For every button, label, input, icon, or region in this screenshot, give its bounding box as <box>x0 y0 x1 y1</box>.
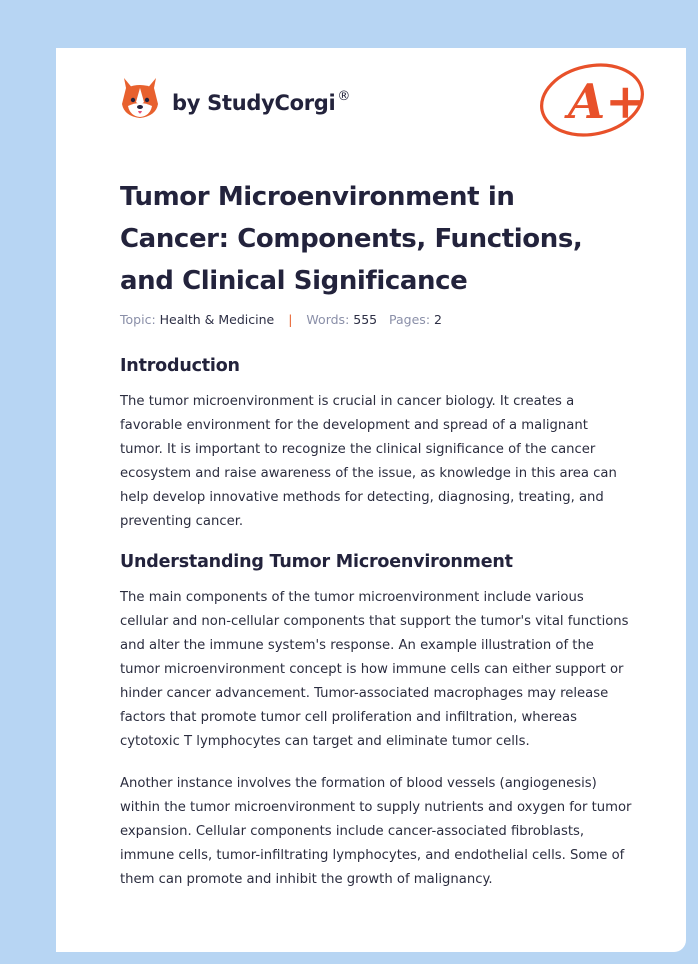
paragraph: The tumor microenvironment is crucial in cancer biology. It creates a favorable environment for the development and spread of a malignant tumor. It is important to recognize the clinical significance of the cancer ecosystem and raise awareness of the issue, as knowledge in this area can help develop innovative methods for detecting, diagnosing, treating, and preventing cancer. <box>120 394 617 529</box>
essay-body <box>120 354 632 892</box>
document-meta <box>120 312 442 327</box>
pages-count: 2 <box>434 312 442 327</box>
a-plus-grade-icon <box>538 60 648 140</box>
words-count: 555 <box>353 312 378 327</box>
topic-link[interactable]: Health & Medicine <box>159 312 275 327</box>
meta-separator: | <box>288 312 293 327</box>
topic-label: Topic: <box>120 312 156 327</box>
section-heading-understanding: Understanding Tumor Microenvironment <box>120 552 513 572</box>
paragraph: Another instance involves the formation of blood vessels (angiogenesis) within the tumor microenvironment to supply nutrients and oxygen for tumor expansion. Cellular components include cancer-associated fibroblasts, immune cells, tumor-infiltrating lymphocytes, and endothelial cells. Some of them can promote and inhibit the growth of malignancy. <box>120 776 632 887</box>
brand-header <box>120 76 350 120</box>
paragraph: The main components of the tumor microenvironment include various cellular and non-cellular components that support the tumor's vital functions and alter the immune system's response. An example illustration of the tumor microenvironment concept is how immune cells can either support or hinder cancer advancement. Tumor-associated macrophages may release factors that promote tumor cell proliferation and infiltration, whereas cytotoxic T lymphocytes can target and eliminate tumor cells. <box>120 590 629 749</box>
document-page <box>56 48 686 952</box>
words-label: Words: <box>306 312 350 327</box>
corgi-logo-icon <box>120 76 160 120</box>
pages-label: Pages: <box>389 312 431 327</box>
grade-text: A+ <box>568 74 646 130</box>
section-heading-introduction: Introduction <box>120 356 240 376</box>
brand-name: by StudyCorgi ® <box>172 89 351 115</box>
page-title: Tumor Microenvironment in Cancer: Components, Functions, and Clinical Significance <box>120 182 583 296</box>
